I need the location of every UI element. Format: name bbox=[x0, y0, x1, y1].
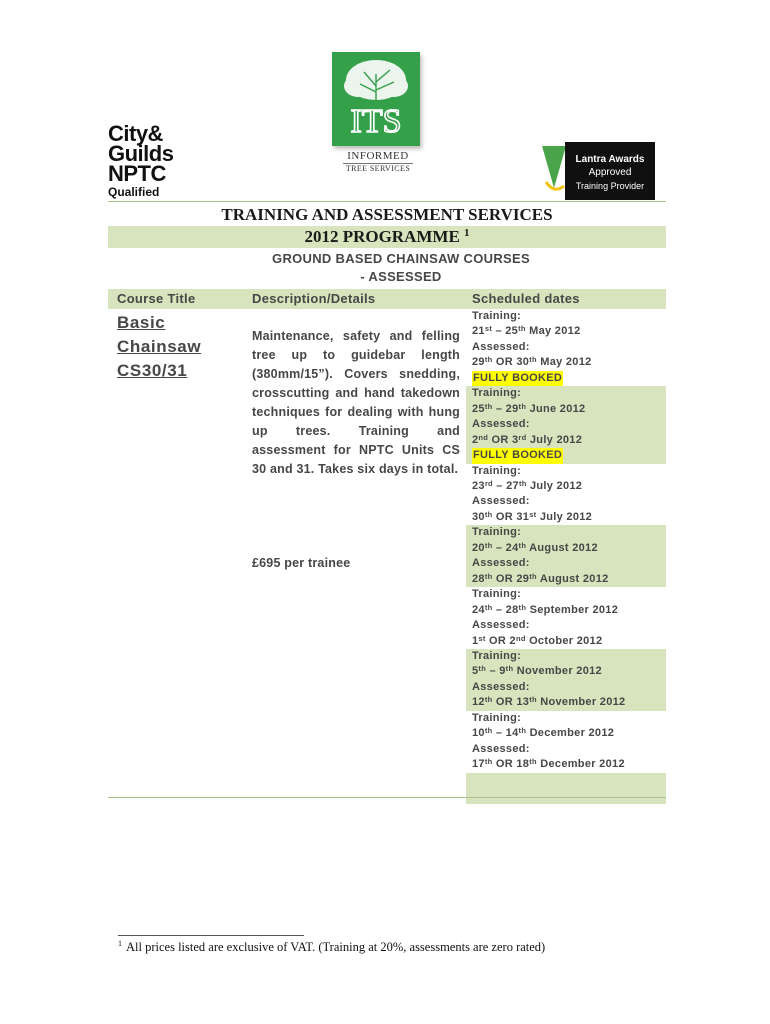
fully-booked-badge: FULLY BOOKED bbox=[472, 448, 563, 463]
programme-title-text: 2012 PROGRAMME bbox=[304, 227, 460, 246]
date-suffix: th bbox=[518, 401, 527, 411]
course-title-line: Basic bbox=[117, 313, 166, 332]
footnote-marker: 1 bbox=[118, 939, 122, 948]
its-letters: ITS bbox=[350, 103, 402, 140]
lantra-awards-logo bbox=[540, 142, 655, 200]
date-day: 24 bbox=[505, 541, 519, 554]
course-title bbox=[117, 311, 237, 383]
training-label: Training: bbox=[472, 588, 522, 601]
date-suffix: st bbox=[478, 633, 486, 643]
schedule-entry bbox=[466, 464, 666, 526]
lantra-panel bbox=[565, 142, 655, 200]
column-header-scheduled-dates: Scheduled dates bbox=[472, 291, 580, 306]
column-header-description: Description/Details bbox=[252, 291, 376, 306]
date-month: December 2012 bbox=[540, 758, 625, 771]
date-line: 23rd – 27th July 2012 bbox=[472, 478, 583, 492]
date-suffix: rd bbox=[518, 432, 527, 442]
date-line: 17th OR 18th December 2012 bbox=[472, 757, 625, 771]
section-heading bbox=[236, 250, 566, 286]
date-suffix: th bbox=[518, 478, 527, 488]
course-description: Maintenance, safety and felling tree up to guidebar length (380mm/15”). Covers snedding, crosscutting and hand takedown techniques for dealing with hung up trees. Training and assessment for NPTC Units CS 30 and 31. Takes six days in total. bbox=[252, 329, 460, 476]
date-day: 3 bbox=[512, 433, 519, 446]
date-suffix: th bbox=[484, 571, 493, 581]
date-suffix: th bbox=[484, 509, 493, 519]
date-line: 29th OR 30th May 2012 bbox=[472, 355, 592, 369]
training-label: Training: bbox=[472, 711, 522, 724]
logo-text-line: Qualified bbox=[108, 185, 160, 199]
schedule-entry bbox=[466, 587, 666, 649]
date-suffix: th bbox=[518, 726, 527, 736]
lantra-line3: Training Provider bbox=[575, 181, 645, 191]
date-day: 5 bbox=[472, 665, 479, 678]
date-suffix: th bbox=[529, 355, 537, 365]
date-day: 28 bbox=[505, 603, 519, 616]
date-suffix: th bbox=[518, 324, 526, 334]
date-suffix: th bbox=[484, 602, 493, 612]
lantra-line2: Approved bbox=[588, 167, 632, 178]
fully-booked-row bbox=[472, 371, 666, 386]
date-line: 30th OR 31st July 2012 bbox=[472, 509, 593, 523]
date-day: 29 bbox=[505, 402, 519, 415]
date-suffix: th bbox=[505, 664, 514, 674]
date-month: September 2012 bbox=[529, 603, 619, 616]
date-day: 27 bbox=[506, 479, 519, 492]
schedule-entry bbox=[466, 386, 666, 463]
assessed-label: Assessed: bbox=[472, 557, 530, 570]
table-header-row bbox=[108, 289, 666, 309]
schedule-entry bbox=[466, 525, 666, 587]
date-month: May 2012 bbox=[540, 356, 592, 369]
date-suffix: th bbox=[478, 664, 487, 674]
fully-booked-badge: FULLY BOOKED bbox=[472, 371, 563, 386]
date-suffix: nd bbox=[515, 633, 526, 643]
date-month: November 2012 bbox=[516, 665, 602, 678]
footnote-reference: 1 bbox=[464, 227, 470, 239]
footnote-divider bbox=[118, 935, 304, 936]
date-suffix: th bbox=[484, 540, 493, 550]
its-line2: TREE SERVICES bbox=[343, 163, 413, 173]
date-line: 20th – 24th August 2012 bbox=[472, 540, 598, 554]
tree-icon bbox=[332, 52, 420, 146]
logo-text-line: City& bbox=[108, 121, 163, 146]
date-month: August 2012 bbox=[529, 541, 598, 554]
programme-title bbox=[108, 226, 666, 248]
date-suffix: st bbox=[484, 324, 493, 334]
date-suffix: th bbox=[484, 355, 493, 365]
page-title: TRAINING AND ASSESSMENT SERVICES bbox=[108, 201, 666, 226]
date-suffix: th bbox=[518, 540, 527, 550]
date-suffix: st bbox=[529, 509, 537, 519]
city-guilds-nptc-logo bbox=[108, 121, 178, 200]
date-day: 9 bbox=[499, 665, 506, 678]
date-day: 30 bbox=[472, 510, 485, 523]
course-table bbox=[108, 289, 666, 799]
date-suffix: th bbox=[529, 695, 537, 705]
date-suffix: th bbox=[484, 695, 493, 705]
its-line1: INFORMED bbox=[347, 150, 409, 162]
date-day: 25 bbox=[505, 325, 519, 338]
assessed-label: Assessed: bbox=[472, 418, 530, 431]
date-suffix: th bbox=[529, 571, 537, 581]
date-day: 25 bbox=[472, 402, 485, 415]
date-suffix: th bbox=[529, 757, 537, 767]
date-month: July 2012 bbox=[529, 433, 583, 446]
date-month: July 2012 bbox=[539, 510, 593, 523]
date-day: 17 bbox=[472, 758, 485, 771]
date-line: 10th – 14th December 2012 bbox=[472, 726, 615, 740]
date-day: 28 bbox=[472, 572, 485, 585]
table-bottom-divider bbox=[108, 797, 666, 798]
date-line: 5th – 9th November 2012 bbox=[472, 664, 602, 678]
schedule-entry bbox=[466, 309, 666, 386]
date-suffix: th bbox=[518, 602, 527, 612]
date-day: 31 bbox=[516, 510, 530, 523]
date-day: 10 bbox=[472, 727, 485, 740]
date-line: 21st – 25th May 2012 bbox=[472, 324, 581, 338]
footnote-text: All prices listed are exclusive of VAT. (Training at 20%, assessments are zero rated) bbox=[126, 940, 546, 954]
date-month: October 2012 bbox=[529, 634, 603, 647]
date-month: November 2012 bbox=[540, 696, 626, 709]
training-label: Training: bbox=[472, 387, 522, 400]
assessed-label: Assessed: bbox=[472, 340, 530, 353]
date-day: 13 bbox=[516, 696, 530, 709]
date-day: 14 bbox=[505, 727, 519, 740]
assessed-label: Assessed: bbox=[472, 619, 530, 632]
date-month: June 2012 bbox=[529, 402, 586, 415]
date-line: 25th – 29th June 2012 bbox=[472, 401, 586, 415]
training-label: Training: bbox=[472, 526, 522, 539]
date-line: 1st OR 2nd October 2012 bbox=[472, 633, 603, 647]
date-suffix: th bbox=[484, 726, 493, 736]
fully-booked-row bbox=[472, 448, 666, 463]
schedule-entry bbox=[466, 649, 666, 711]
section-heading-line2: - ASSESSED bbox=[360, 269, 442, 284]
date-line: 2nd OR 3rd July 2012 bbox=[472, 432, 583, 446]
date-day: 12 bbox=[472, 696, 485, 709]
lantra-line1: Lantra Awards bbox=[575, 154, 645, 165]
date-line: 28th OR 29th August 2012 bbox=[472, 571, 609, 585]
column-header-course-title: Course Title bbox=[117, 291, 196, 306]
date-day: 2 bbox=[472, 433, 479, 446]
date-suffix: nd bbox=[478, 432, 489, 442]
training-label: Training: bbox=[472, 310, 522, 322]
date-day: 1 bbox=[472, 634, 479, 647]
course-title-line: CS30/31 bbox=[117, 361, 188, 380]
section-heading-line1: GROUND BASED CHAINSAW COURSES bbox=[272, 251, 530, 266]
assessed-label: Assessed: bbox=[472, 742, 530, 755]
date-day: 21 bbox=[472, 325, 485, 338]
logo-text-line: Guilds bbox=[108, 141, 174, 166]
date-day: 23 bbox=[472, 479, 485, 492]
dates-column-filler bbox=[466, 773, 666, 804]
date-month: December 2012 bbox=[529, 727, 615, 740]
course-title-line: Chainsaw bbox=[117, 337, 202, 356]
training-label: Training: bbox=[472, 649, 522, 662]
date-day: 2 bbox=[509, 634, 516, 647]
date-month: July 2012 bbox=[529, 479, 583, 492]
date-day: 29 bbox=[516, 572, 530, 585]
date-suffix: th bbox=[484, 757, 493, 767]
date-month: August 2012 bbox=[539, 572, 609, 585]
assessed-label: Assessed: bbox=[472, 495, 530, 508]
date-suffix: rd bbox=[484, 478, 493, 488]
date-day: 24 bbox=[472, 603, 485, 616]
assessed-label: Assessed: bbox=[472, 680, 530, 693]
its-brand-text bbox=[330, 150, 426, 173]
logo-text-line: NPTC bbox=[108, 161, 166, 186]
date-month: May 2012 bbox=[529, 325, 581, 338]
schedule-entry bbox=[466, 711, 666, 773]
footnote bbox=[118, 940, 678, 955]
course-price: £695 per trainee bbox=[252, 556, 351, 570]
informed-tree-services-logo bbox=[328, 52, 428, 176]
date-day: 18 bbox=[516, 758, 530, 771]
date-line: 12th OR 13th November 2012 bbox=[472, 695, 626, 709]
date-line: 24th – 28th September 2012 bbox=[472, 602, 619, 616]
date-day: 29 bbox=[472, 356, 485, 369]
date-day: 30 bbox=[516, 356, 530, 369]
date-suffix: th bbox=[484, 401, 493, 411]
training-label: Training: bbox=[472, 464, 522, 477]
date-day: 20 bbox=[472, 541, 485, 554]
scheduled-dates-list bbox=[466, 309, 666, 804]
